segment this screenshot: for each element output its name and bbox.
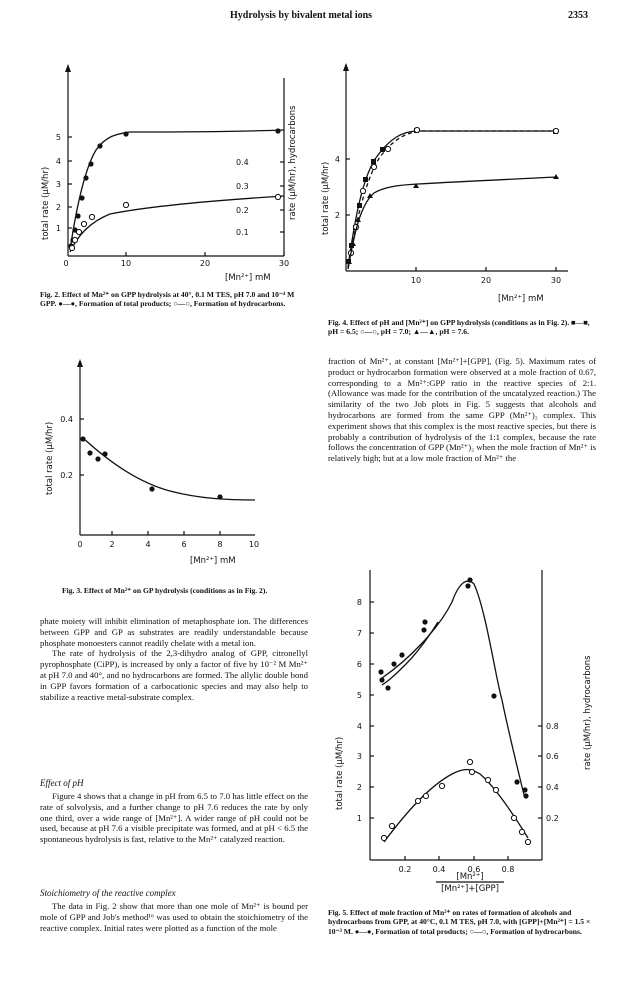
- x-label-numerator: [Mn²⁺]: [456, 872, 484, 882]
- y-right-axis-label: rate (μM/hr), hydrocarbons: [288, 105, 298, 220]
- y-tick: 1: [55, 224, 61, 233]
- x-tick: 10: [248, 540, 260, 549]
- running-title: Hydrolysis by bivalent metal ions: [230, 10, 373, 21]
- y-tick: 7: [356, 629, 362, 638]
- x-tick: 0.6: [467, 865, 481, 874]
- x-tick: 30: [278, 259, 290, 268]
- ph-7.0-points: [348, 127, 558, 255]
- y-right-tick: 0.6: [546, 752, 559, 761]
- paragraph: Figure 4 shows that a change in pH from 6.5 to 7.0 has little effect on the rate of solvolysis, and a further change to pH 7.6 reduces the rate by only one third, over a wide range of [Mn²⁺]. A wider range of pH could not be used, because at pH 7.6 a visible precipitate was formed, and at pH < 6.5 the spontaneous hydrolysis is fast, relative to the Mn²⁺ catalyzed reaction.: [40, 791, 308, 845]
- fig4-caption: Fig. 4. Effect of pH and [Mn²⁺] on GPP hydrolysis (conditions as in Fig. 2). ■—■, pH = 6.5; ○—○, pH = 7.0; ▲—▲, pH = 7.6.: [328, 318, 590, 337]
- y-right-tick: 0.1: [236, 228, 249, 237]
- total-products-points: [68, 128, 280, 248]
- x-tick: 4: [145, 540, 151, 549]
- page-number: 2353: [568, 10, 588, 21]
- y-tick: 1: [356, 814, 362, 823]
- left-column-text-3: [40, 901, 308, 933]
- y-tick: 6: [356, 660, 362, 669]
- paragraph: phate moiety will inhibit elimination of metaphosphate ion. The differences between GPP and GP as substrates are readily understandable because phosphate monoesters cannot readily chelate with a metal ion.: [40, 616, 308, 648]
- y-axis-label: total rate (μM/hr): [41, 166, 51, 240]
- x-axis-label: [Mn²⁺] mM: [190, 556, 236, 566]
- fig2-caption: Fig. 2. Effect of Mn²⁺ on GPP hydrolysis at 40°, 0.1 M TES, pH 7.0 and 10⁻⁴ M GPP. ●—●, Formation of total products; ○—○, Formation of hydrocarbons.: [40, 290, 295, 309]
- right-column-text: [328, 356, 596, 464]
- y-right-tick: 0.2: [546, 814, 559, 823]
- y-tick: 0.4: [60, 415, 73, 424]
- paragraph: fraction of Mn²⁺, at constant [Mn²⁺]+[GPP], (Fig. 5). Maximum rates of product or hydrocarbon formation were observed at a mole fraction of 0.67, corresponding to a Mn²⁺:GPP ratio in the reactive species of 2:1. (Allowance was made for the contribution of the uncatalyzed reaction.) The similarity of the two Job plots in Fig. 5 suggests that alcohols and hydrocarbons are formed from the same GPP (Mn²⁺)₂ complex. This experiment shows that this complex is the most reactive species, but there is probably a contribution of hydrolysis of the 1:1 complex, because the rate follows the concentration of GPP (Mn²⁺)₂ when the mole fraction of Mn²⁺ is relatively high; but at a low mole fraction of Mn²⁺ the: [328, 356, 596, 464]
- y-right-axis-label: rate (μM/hr), hydrocarbons: [583, 655, 593, 770]
- figure-5: [318, 560, 608, 894]
- x-tick: 0.2: [398, 865, 412, 874]
- ph-6.5-points: [346, 128, 558, 264]
- hydrocarbon-points: [69, 194, 280, 250]
- y-axis-label: total rate (μM/hr): [45, 421, 55, 495]
- total-products-points: [378, 577, 528, 798]
- y-tick: 4: [356, 722, 362, 731]
- x-tick: 10: [410, 276, 422, 285]
- y-right-tick: 0.3: [236, 182, 249, 191]
- fig5-caption: Fig. 5. Effect of mole fraction of Mn²⁺ on rates of formation of alcohols and hydrocarbons from GPP, at 40°C, 0.1 M TES, pH 7.0, with [GPP]+[Mn²⁺] = 1.5 × 10⁻³ M. ●—●, Formation of total products; ○—○, Formation of hydrocarbons.: [328, 908, 591, 936]
- y-tick: 2: [334, 211, 340, 220]
- paragraph: The data in Fig. 2 show that more than one mole of Mn²⁺ is bound per mole of GPP and Job's method¹⁶ was used to obtain the stoichiometry of the reactive complex. Initial rates were plotted as a function of the mole: [40, 901, 308, 933]
- x-tick: 0: [63, 259, 69, 268]
- y-right-tick: 0.2: [236, 206, 249, 215]
- y-tick: 5: [356, 691, 362, 700]
- x-axis-label: [Mn²⁺] mM: [225, 273, 271, 283]
- x-tick: 8: [217, 540, 223, 549]
- y-tick: 3: [55, 180, 61, 189]
- x-axis-label: [Mn²⁺] mM: [498, 294, 544, 304]
- x-label-denominator: [Mn²⁺]+[GPP]: [441, 884, 499, 894]
- y-tick: 3: [356, 752, 362, 761]
- x-tick: 0: [77, 540, 83, 549]
- y-axis-label: total rate (μM/hr): [321, 161, 331, 235]
- section-heading: Effect of pH: [40, 778, 84, 788]
- fig3-caption: Fig. 3. Effect of Mn²⁺ on GP hydrolysis (conditions as in Fig. 2).: [62, 586, 268, 595]
- data-points: [80, 436, 222, 499]
- y-tick: 4: [334, 155, 340, 164]
- y-tick: 8: [356, 598, 362, 607]
- y-tick: 0.2: [60, 471, 73, 480]
- x-tick: 20: [480, 276, 492, 285]
- figure-4: [318, 55, 598, 310]
- y-tick: 5: [55, 133, 61, 142]
- y-axis-label: total rate (μM/hr): [335, 736, 345, 810]
- x-tick: 0.8: [501, 865, 515, 874]
- x-tick: 0.4: [432, 865, 446, 874]
- figure-2: [40, 50, 300, 285]
- x-tick: 2: [109, 540, 115, 549]
- y-right-tick: 0.4: [546, 783, 559, 792]
- section-heading: Stoichiometry of the reactive complex: [40, 888, 176, 898]
- ph-7.6-points: [346, 174, 559, 264]
- y-tick: 4: [55, 157, 61, 166]
- y-tick: 2: [55, 203, 61, 212]
- y-tick: 2: [356, 783, 362, 792]
- figure-3: [40, 355, 290, 575]
- y-right-tick: 0.8: [546, 722, 559, 731]
- x-tick: 30: [550, 276, 562, 285]
- left-column-text-2: [40, 791, 308, 845]
- x-tick: 10: [120, 259, 132, 268]
- x-tick: 20: [199, 259, 211, 268]
- left-column-text-1: [40, 616, 308, 702]
- paragraph: The rate of hydrolysis of the 2,3-dihydro analog of GPP, citronellyl pyrophosphate (CiPP), is increased by only a factor of five by 10⁻² M Mn²⁺ at pH 7.0 and 40°, and no hydrocarbons are formed. The allylic double bond in GPP favors formation of a carbocationic species and may also help to stabilize a reactive metal-substrate complex.: [40, 648, 308, 702]
- y-right-tick: 0.4: [236, 158, 249, 167]
- x-tick: 6: [181, 540, 187, 549]
